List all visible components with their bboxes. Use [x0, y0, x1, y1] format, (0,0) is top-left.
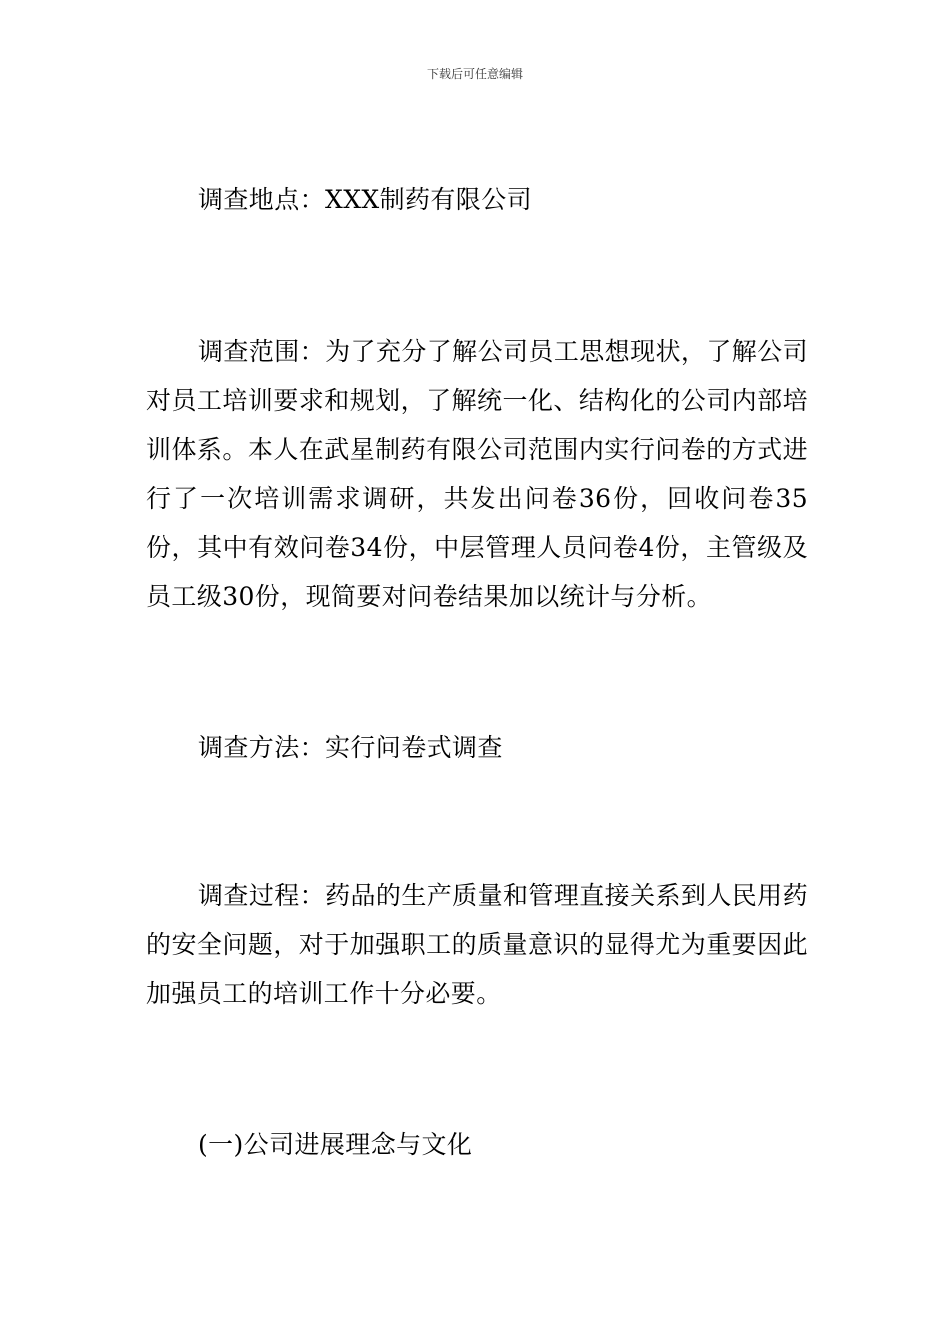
survey-scope-paragraph: 调查范围：为了充分了解公司员工思想现状，了解公司对员工培训要求和规划，了解统一化、结构化的公司内部培训体系。本人在武星制药有限公司范围内实行问卷的方式进行了一次培训需求调研，共发出问卷36份，回收问卷35份，其中有效问卷34份，中层管理人员问卷4份，主管级及员工级30份，现简要对问卷结果加以统计与分析。	[146, 337, 808, 611]
survey-process-paragraph: 调查过程：药品的生产质量和管理直接关系到人民用药的安全问题，对于加强职工的质量意识的显得尤为重要因此加强员工的培训工作十分必要。	[146, 881, 808, 1008]
section-heading: (一)公司进展理念与文化	[198, 1130, 473, 1159]
survey-method-paragraph: 调查方法：实行问卷式调查	[198, 733, 503, 762]
page-header-note: 下载后可任意编辑	[426, 67, 523, 81]
survey-location-paragraph: 调查地点：XXX制药有限公司	[198, 185, 532, 214]
